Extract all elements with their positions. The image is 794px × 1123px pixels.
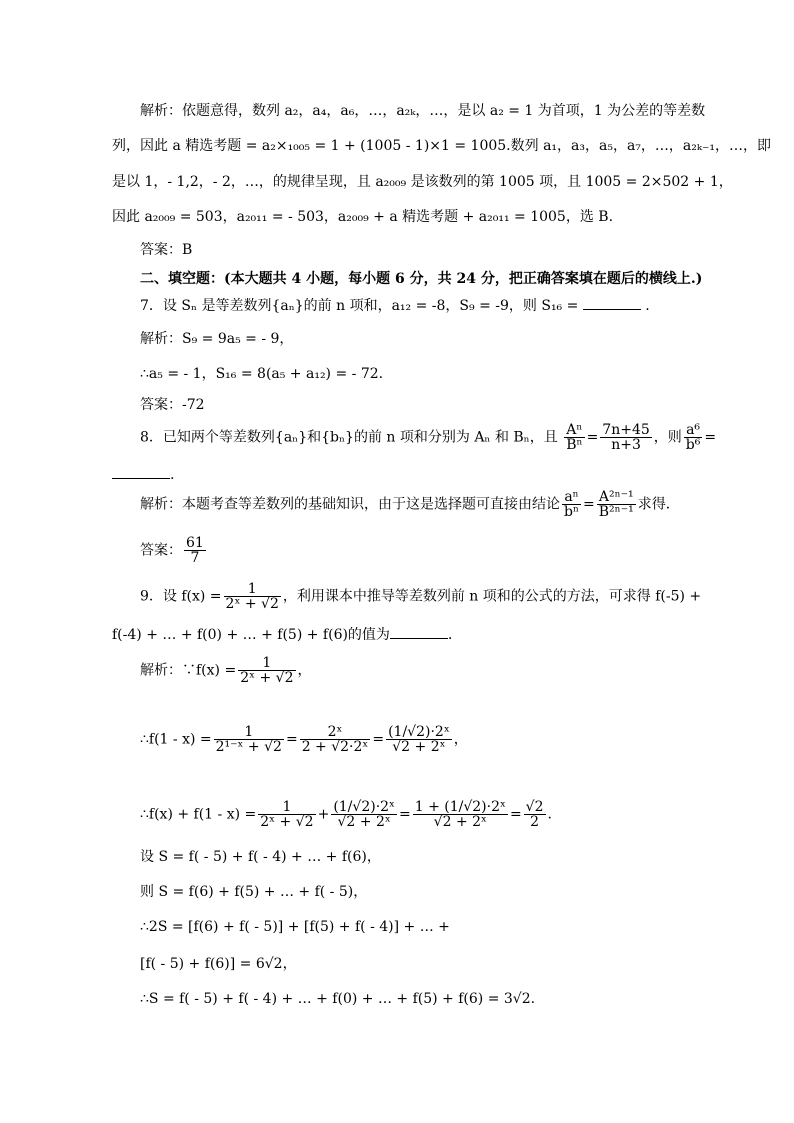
solution-9-line-6: ∴2S = [f(6) + f( - 5)] + [f(5) + f( - 4)] + … + xyxy=(140,919,450,935)
fraction: $\frac{\text{Aⁿ}}{\text{Bⁿ}}$ xyxy=(566,422,583,453)
solution-9-line-5: 则 S = f(6) + f(5) + … + f( - 5)， xyxy=(140,884,368,900)
question-8-blank-line: . xyxy=(112,466,692,484)
solution-9-line-4: 设 S = f( - 5) + f( - 4) + … + f(6)， xyxy=(140,849,381,865)
answer-7: 答案：-72 xyxy=(140,397,205,413)
answer-blank xyxy=(390,626,448,639)
question-7: 7．设 Sₙ 是等差数列{aₙ}的前 n 项和，a₁₂ = -8，S₉ = -9，则 S₁₆ = . xyxy=(140,298,650,314)
fraction: $\frac{\text{(1/√2)·2ˣ}}{\text{√2 + 2ˣ}}$ xyxy=(333,799,395,830)
fraction: $\frac{1}{\text{2ˣ + √2}}$ xyxy=(225,581,279,612)
fraction: $\frac{\text{A²ⁿ⁻¹}}{\text{B²ⁿ⁻¹}}$ xyxy=(598,489,634,520)
fraction: $\frac{1}{\text{2ˣ + √2}}$ xyxy=(260,799,314,830)
solution-6-line-1: 解析：依题意得，数列 a₂，a₄，a₆，…，a₂ₖ，…，是以 a₂ = 1 为首项，1 为公差的等差数 xyxy=(140,103,706,119)
fraction: $\frac{1}{\text{2¹⁻ˣ + √2}}$ xyxy=(215,724,282,755)
solution-6-line-4: 因此 a₂₀₀₉ = 503，a₂₀₁₁ = - 503，a₂₀₀₉ + a 精选考题 + a₂₀₁₁ = 1005，选 B. xyxy=(112,209,614,225)
solution-7-line-1: 解析：S₉ = 9a₅ = - 9， xyxy=(140,331,294,347)
fraction: $\frac{\text{a⁶}}{\text{b⁶}}$ xyxy=(685,422,701,453)
solution-6-line-3: 是以 1，- 1,2，- 2，…，的规律呈现，且 a₂₀₀₉ 是该数列的第 1005 项，且 1005 = 2×502 + 1， xyxy=(112,174,733,190)
solution-8: 解析：本题考查等差数列的基础知识，由于这是选择题可直接由结论 $\frac{\text{aⁿ}}{\text{bⁿ}}$ = $\frac{\text{A²ⁿ⁻¹}}{\text{B²ⁿ⁻¹}}$ 求得． xyxy=(140,489,680,520)
solution-7-line-2: ∴a₅ = - 1，S₁₆ = 8(a₅ + a₁₂) = - 72. xyxy=(140,366,384,382)
question-7-text: 7．设 Sₙ 是等差数列{aₙ}的前 n 项和，a₁₂ = -8，S₉ = -9，则 S₁₆ = xyxy=(140,298,579,314)
section-heading-fill-blank: 二、填空题：(本大题共 4 小题，每小题 6 分，共 24 分，把正确答案填在题后的横线上.) xyxy=(140,271,703,287)
fraction: $\frac{1}{\text{2ˣ + √2}}$ xyxy=(240,655,294,686)
question-9-line-2: f(-4) + … + f(0) + … + f(5) + f(6)的值为 ． xyxy=(112,627,462,643)
fraction: $\frac{61}{7}$ xyxy=(186,535,204,566)
question-8: 8．已知两个等差数列{aₙ}和{bₙ}的前 n 项和分别为 Aₙ 和 Bₙ，且 $\frac{\text{Aⁿ}}{\text{Bⁿ}}$ = $\frac{7n+45}{n+3}$ ，则 $\frac{\text{a⁶}}{\text{b⁶}}$ = xyxy=(140,422,717,453)
answer-blank xyxy=(583,297,641,310)
solution-6-line-2: 列，因此 a 精选考题 = a₂×₁₀₀₅ = 1 + (1005 - 1)×1 = 1005.数列 a₁，a₃，a₅，a₇，…，a₂ₖ₋₁，…，即 xyxy=(112,138,771,154)
fraction: $\frac{\text{aⁿ}}{\text{bⁿ}}$ xyxy=(564,489,580,520)
answer-8: 答案： $\frac{61}{7}$ xyxy=(140,535,204,566)
solution-9-line-8: ∴S = f( - 5) + f( - 4) + … + f(0) + … + f(5) + f(6) = 3√2. xyxy=(140,991,536,1007)
answer-blank xyxy=(112,466,170,479)
question-9-line-1: 9．设 f(x) = $\frac{1}{\text{2ˣ + √2}}$ ，利用课本中推导等差数列前 n 项和的公式的方法，可求得 f(-5) + xyxy=(140,581,702,612)
fraction: $\frac{\text{2ˣ}}{\text{2 + √2·2ˣ}}$ xyxy=(301,724,369,755)
solution-9-line-3: ∴f(x) + f(1 - x) = $\frac{1}{\text{2ˣ + √2}}$ + $\frac{\text{(1/√2)·2ˣ}}{\text{√2 + 2ˣ}}$ = $\frac{\text{1 + (1/√2)·2ˣ}}{\text{√2 + 2ˣ}}$ = $\frac{√2}{2}$ . xyxy=(140,799,552,830)
solution-9-line-1: 解析：∵f(x) = $\frac{1}{\text{2ˣ + √2}}$ ， xyxy=(140,655,312,686)
fraction: $\frac{√2}{2}$ xyxy=(525,799,544,830)
fraction: $\frac{\text{1 + (1/√2)·2ˣ}}{\text{√2 + 2ˣ}}$ xyxy=(414,799,506,830)
answer-6: 答案：B xyxy=(140,242,193,258)
fraction: $\frac{\text{(1/√2)·2ˣ}}{\text{√2 + 2ˣ}}$ xyxy=(388,724,450,755)
solution-9-line-2: ∴f(1 - x) = $\frac{1}{\text{2¹⁻ˣ + √2}}$ = $\frac{\text{2ˣ}}{\text{2 + √2·2ˣ}}$ = $\frac{\text{(1/√2)·2ˣ}}{\text{√2 + 2ˣ}}$ ， xyxy=(140,724,468,755)
solution-9-line-7: [f( - 5) + f(6)] = 6√2， xyxy=(140,956,297,972)
fraction: $\frac{7n+45}{n+3}$ xyxy=(602,422,650,453)
